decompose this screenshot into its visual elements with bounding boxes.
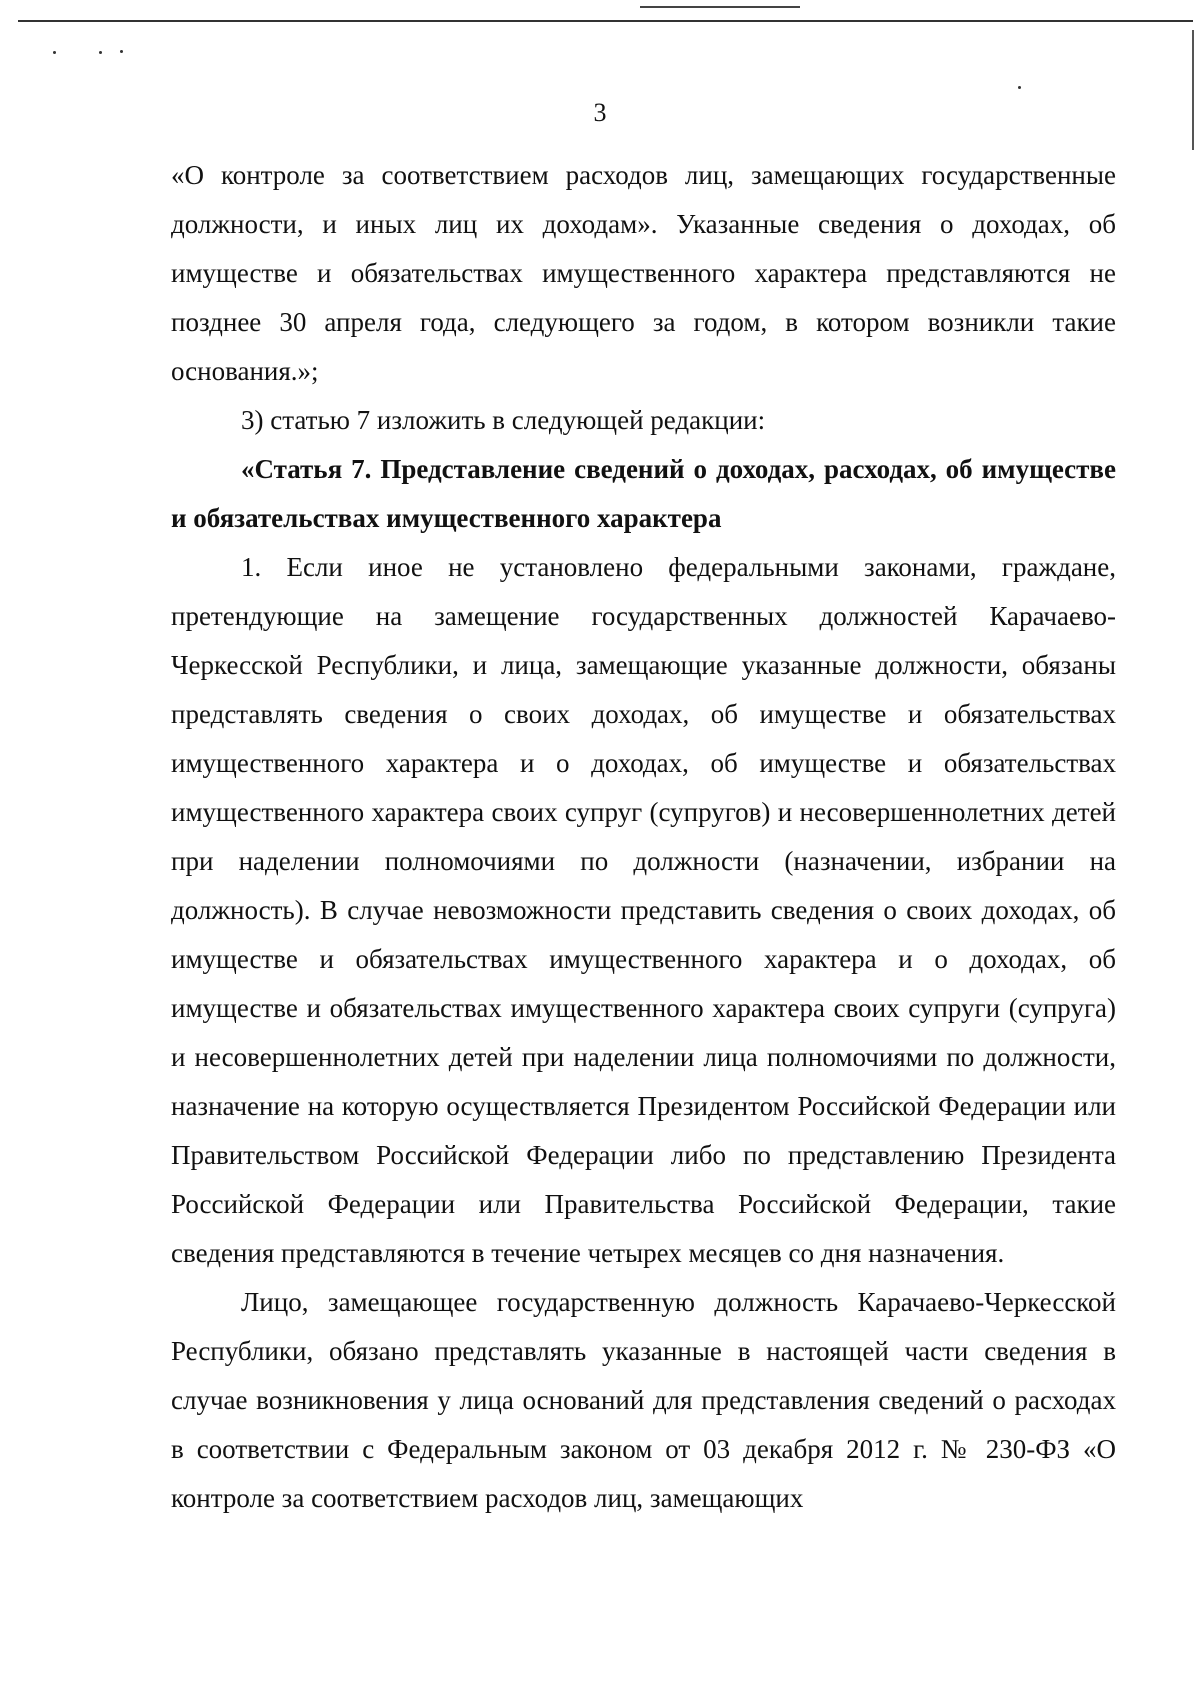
paragraph-continuation: «О контроле за соответствием расходов лиц, замещающих государственные должности, и иных лиц их доходам». Указанные сведения о доходах, об имуществе и обязательствах имущественного характера представляются не позднее 30 апреля года, следующего за годом, в котором возникли такие основания.»; [171, 160, 1116, 386]
scan-speck [99, 51, 102, 54]
scan-artifact-line [640, 6, 800, 8]
scan-artifact-edge [1192, 30, 1194, 150]
paragraph-amendment-item: 3) статью 7 изложить в следующей редакции: [241, 405, 766, 435]
document-body [171, 151, 1116, 1523]
scan-speck [120, 50, 123, 53]
scan-artifact-line [18, 20, 1193, 22]
article-heading: «Статья 7. Представление сведений о доходах, расходах, об имуществе и обязательствах имущественного характера [171, 454, 1116, 533]
scan-speck [53, 51, 56, 54]
scan-speck [1018, 86, 1021, 89]
paragraph-article-part-1-continued: Лицо, замещающее государственную должность Карачаево-Черкесской Республики, обязано представлять указанные в настоящей части сведения в случае возникновения у лица оснований для представления сведений о расходах в соответствии с Федеральным законом от 03 декабря 2012 г. № 230-ФЗ «О контроле за соответствием расходов лиц, замещающих [171, 1287, 1116, 1513]
page-number: 3 [593, 98, 607, 127]
paragraph-article-part-1: 1. Если иное не установлено федеральными законами, граждане, претендующие на замещение государственных должностей Карачаево-Черкесской Республики, и лица, замещающие указанные должности, обязаны представлять сведения о своих доходах, об имуществе и обязательствах имущественного характера и о доходах, об имуществе и обязательствах имущественного характера своих супруг (супругов) и несовершеннолетних детей при наделении полномочиями по должности (назначении, избрании на должность). В случае невозможности представить сведения о своих доходах, об имуществе и обязательствах имущественного характера и о доходах, об имуществе и обязательствах имущественного характера своих супруги (супруга) и несовершеннолетних детей при наделении лица полномочиями по должности, назначение на которую осуществляется Президентом Российской Федерации или Правительством Российской Федерации либо по представлению Президента Российской Федерации или Правительства Российской Федерации, такие сведения представляются в течение четырех месяцев со дня назначения. [171, 552, 1116, 1268]
